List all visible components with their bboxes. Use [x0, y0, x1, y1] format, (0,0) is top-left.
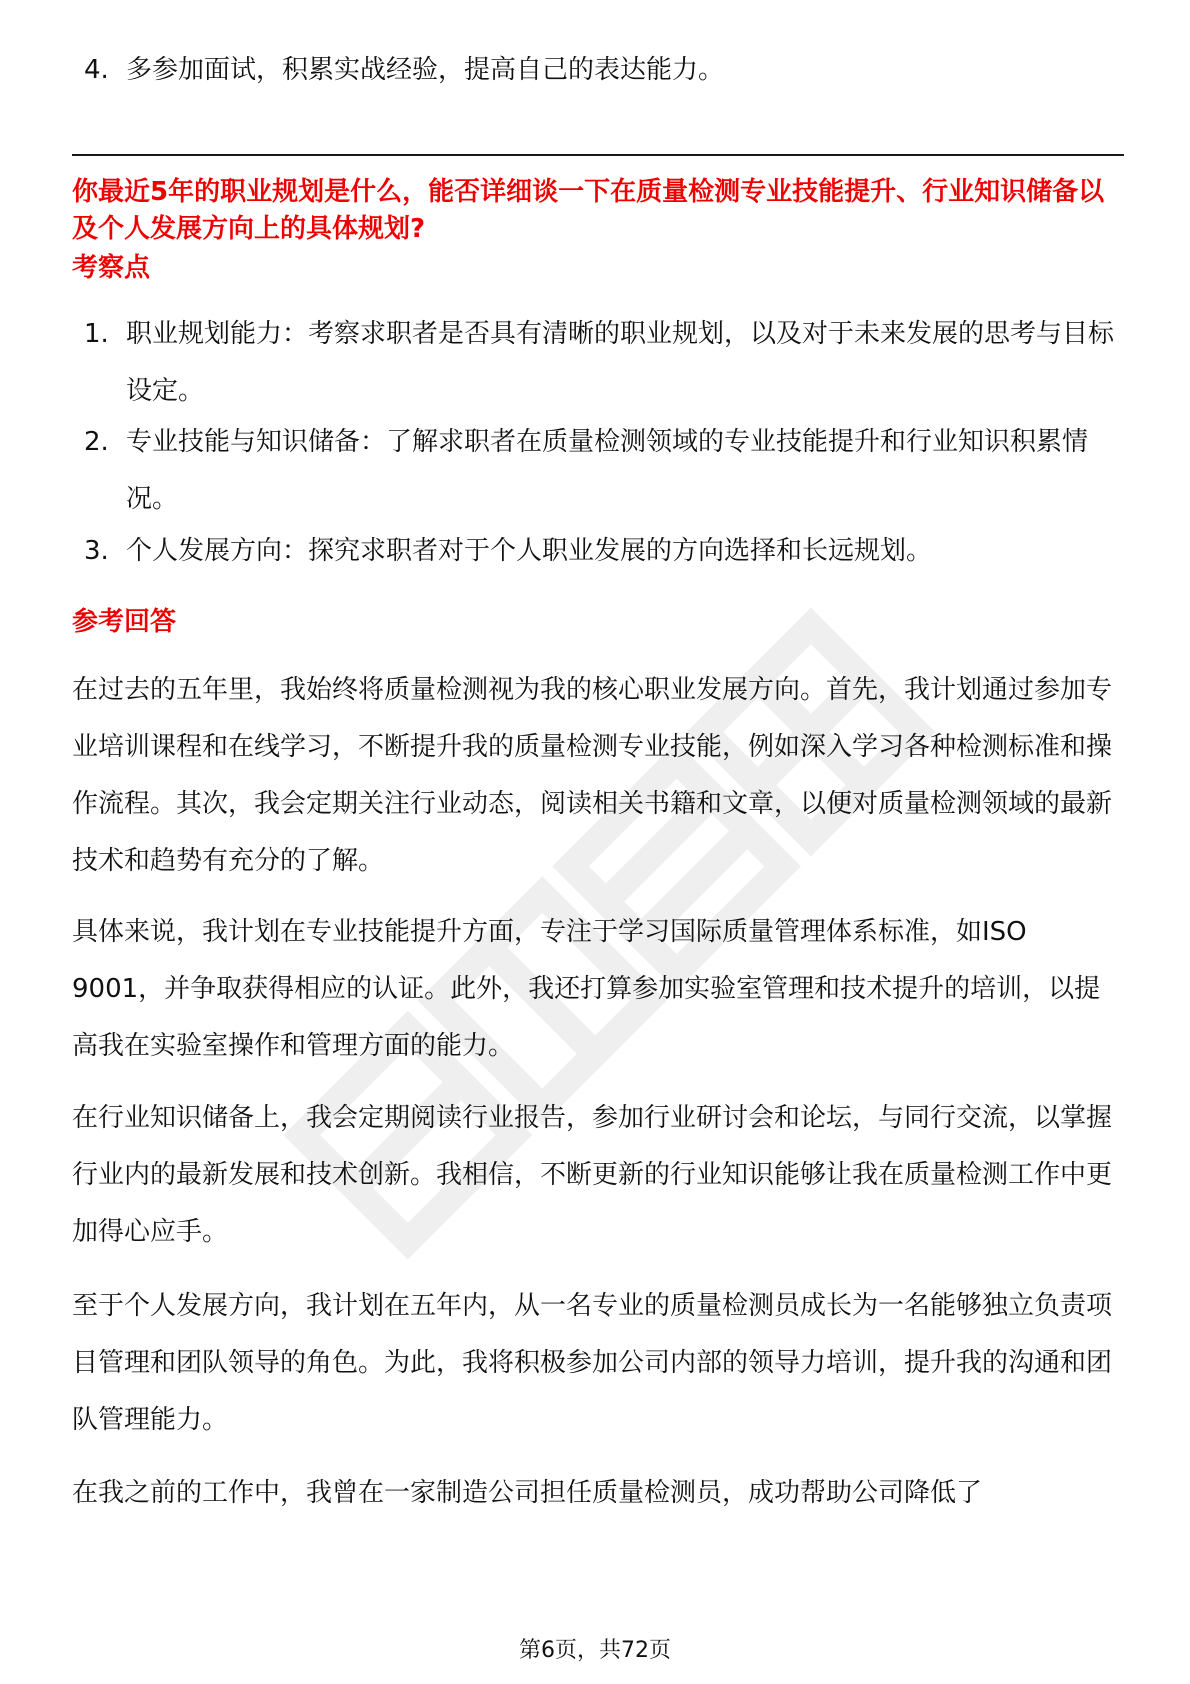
- list-item-top: [84, 42, 1124, 99]
- list-text: 职业规划能力：考察求职者是否具有清晰的职业规划，以及对于未来发展的思考与目标设定。: [126, 319, 1115, 406]
- list-text: 个人发展方向：探究求职者对于个人职业发展的方向选择和长远规划。: [126, 536, 933, 566]
- list-text: 专业技能与知识储备：了解求职者在质量检测领域的专业技能提升和行业知识积累情况。: [126, 427, 1089, 514]
- assessment-item-3: [84, 523, 1124, 580]
- answer-paragraph-5: 在我之前的工作中，我曾在一家制造公司担任质量检测员，成功帮助公司降低了: [72, 1478, 983, 1508]
- answer-paragraph-3: 在行业知识储备上，我会定期阅读行业报告，参加行业研讨会和论坛，与同行交流，以掌握行业内的最新发展和技术创新。我相信，不断更新的行业知识能够让我在质量检测工作中更加得心应手。: [72, 1103, 1113, 1247]
- list-number: 1.: [84, 319, 109, 349]
- answer-paragraph-4: 至于个人发展方向，我计划在五年内，从一名专业的质量检测员成长为一名能够独立负责项目管理和团队领导的角色。为此，我将积极参加公司内部的领导力培训，提升我的沟通和团队管理能力。: [72, 1291, 1113, 1435]
- list-number: 3.: [84, 536, 109, 566]
- answer-paragraph-2: 具体来说，我计划在专业技能提升方面，专注于学习国际质量管理体系标准，如ISO 9001，并争取获得相应的认证。此外，我还打算参加实验室管理和技术提升的培训，以提高我在实验室操作和管理方面的能力。: [72, 917, 1101, 1061]
- list-number: 2.: [84, 427, 109, 457]
- assessment-title: 考察点: [72, 253, 151, 283]
- section-divider: [72, 154, 1124, 156]
- assessment-item-2: [84, 414, 1124, 528]
- list-number: 4.: [84, 55, 109, 85]
- page-footer: 第6页，共72页: [519, 1638, 671, 1663]
- interview-question: 你最近5年的职业规划是什么，能否详细谈一下在质量检测专业技能提升、行业知识储备以及个人发展方向上的具体规划?: [72, 177, 1105, 244]
- answer-paragraph-1: 在过去的五年里，我始终将质量检测视为我的核心职业发展方向。首先，我计划通过参加专业培训课程和在线学习，不断提升我的质量检测专业技能，例如深入学习各种检测标准和操作流程。其次，我会定期关注行业动态，阅读相关书籍和文章，以便对质量检测领域的最新技术和趋势有充分的了解。: [72, 675, 1113, 876]
- list-text: 多参加面试，积累实战经验，提高自己的表达能力。: [126, 55, 725, 85]
- assessment-item-1: [84, 306, 1124, 420]
- answer-title: 参考回答: [72, 607, 177, 637]
